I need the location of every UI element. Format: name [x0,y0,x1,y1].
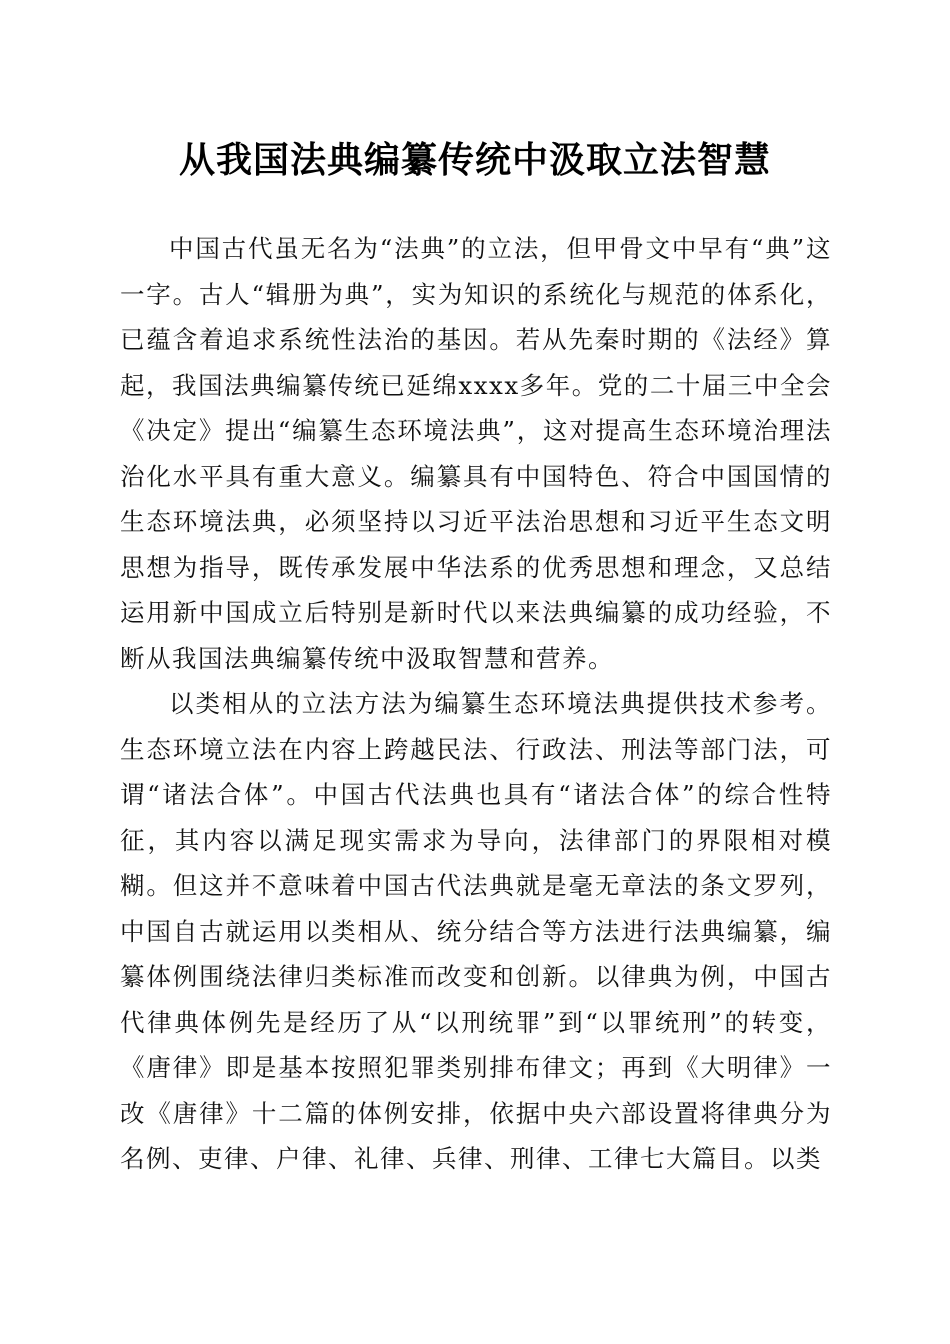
paragraph-1: 中国古代虽无名为“法典”的立法，但甲骨文中早有“典”这一字。古人“辑册为典”，实为知识的系统化与规范的体系化，已蕴含着追求系统性法治的基因。若从先秦时期的《法经》算起，我国法典编纂传统已延绵xxxx多年。党的二十届三中全会《决定》提出“编纂生态环境法典”，这对提高生态环境治理法治化水平具有重大意义。编纂具有中国特色、符合中国国情的生态环境法典，必须坚持以习近平法治思想和习近平生态文明思想为指导，既传承发展中华法系的优秀思想和理念，又总结运用新中国成立后特别是新时代以来法典编纂的成功经验，不断从我国法典编纂传统中汲取智慧和营养。 [120,234,832,673]
paragraph-2: 以类相从的立法方法为编纂生态环境法典提供技术参考。生态环境立法在内容上跨越民法、行政法、刑法等部门法，可谓“诸法合体”。中国古代法典也具有“诸法合体”的综合性特征，其内容以满足现实需求为导向，法律部门的界限相对模糊。但这并不意味着中国古代法典就是毫无章法的条文罗列，中国自古就运用以类相从、统分结合等方法进行法典编纂，编纂体例围绕法律归类标准而改变和创新。以律典为例，中国古代律典体例先是经历了从“以刑统罪”到“以罪统刑”的转变，《唐律》即是基本按照犯罪类别排布律文；再到《大明律》一改《唐律》十二篇的体例安排，依据中央六部设置将律典分为名例、吏律、户律、礼律、兵律、刑律、工律七大篇目。以类 [120,689,832,1173]
document-body [120,226,832,1182]
document-title: 从我国法典编纂传统中汲取立法智慧 [178,139,771,181]
